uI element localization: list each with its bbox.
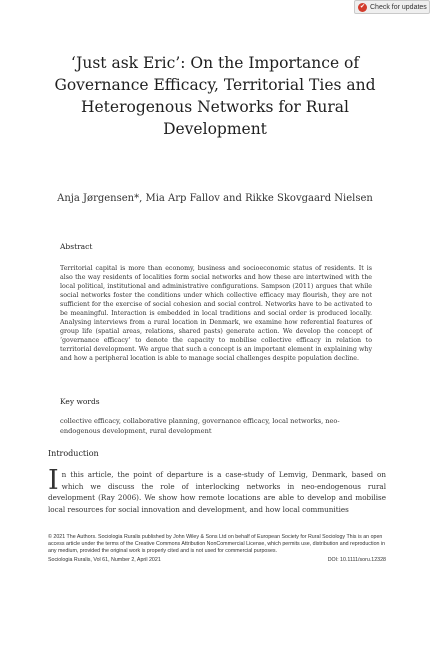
drop-cap: I: [48, 465, 59, 496]
keywords-heading: Key words: [60, 397, 100, 406]
crossmark-icon: ✔: [359, 4, 366, 10]
article-title: ‘Just ask Eric’: On the Importance of Governance Efficacy, Territorial Ties and Heterogenous Networks for Rural Development: [54, 54, 376, 138]
doi-text: DOI: 10.1111/soru.12328: [327, 557, 386, 563]
check-for-updates-button[interactable]: [354, 0, 430, 14]
introduction-paragraph: [48, 465, 386, 515]
page-footer: [48, 534, 386, 564]
check-for-updates-label: Check for updates: [370, 3, 427, 11]
keywords-text: collective efficacy, collaborative planning, governance efficacy, local networks, neo-endogenous development, rural development: [60, 417, 340, 435]
abstract-heading: Abstract: [60, 242, 93, 251]
introduction-text: n this article, the point of departure is a case-study of Lemvig, Denmark, based on which we discuss the role of interlocking networks in neo-endogenous rural development (Ray 2006). We show how remote locations are able to develop and mobilise local resources for social innovation and development, and how local communities: [48, 470, 386, 514]
license-text: © 2021 The Authors. Sociologia Ruralis published by John Wiley & Sons Ltd on behalf of European Society for Rural Sociology This is an open access article under the terms of the Creative Commons Attribution NonCommercial License, which permits use, distribution and reproduction in any medium, provided the original work is properly cited and is not used for commercial purposes.: [48, 534, 386, 554]
footer-citation-row: [48, 557, 386, 564]
abstract-text: Territorial capital is more than economy, business and socioeconomic status of residents. It is also the way residents of localities form social networks and how these are intertwined with the local political, institutional and administrative configurations. Sampson (2011) argues that while social networks foster the conditions under which collective efficacy may flourish, they are not sufficient for the exercise of social cohesion and social control. Networks have to be activated to be meaningful. Interaction is embedded in local traditions and social order is produced locally. Analysing interviews from a rural location in Denmark, we examine how referential features of group life (spatial areas, relations, shared pasts) generate action. We develop the concept of ‘governance efficacy’ to denote the capacity to mobilise collective efficacy in relation to territorial development. We argue that such a concept is an important element in explaining why and how a peripheral location is able to manage social challenges despite population decline.: [60, 265, 372, 362]
introduction-heading: Introduction: [48, 449, 99, 458]
article-authors: Anja Jørgensen*, Mia Arp Fallov and Rikke Skovgaard Nielsen: [57, 193, 373, 204]
journal-citation: Sociologia Ruralis, Vol 61, Number 2, April 2021: [48, 557, 161, 563]
